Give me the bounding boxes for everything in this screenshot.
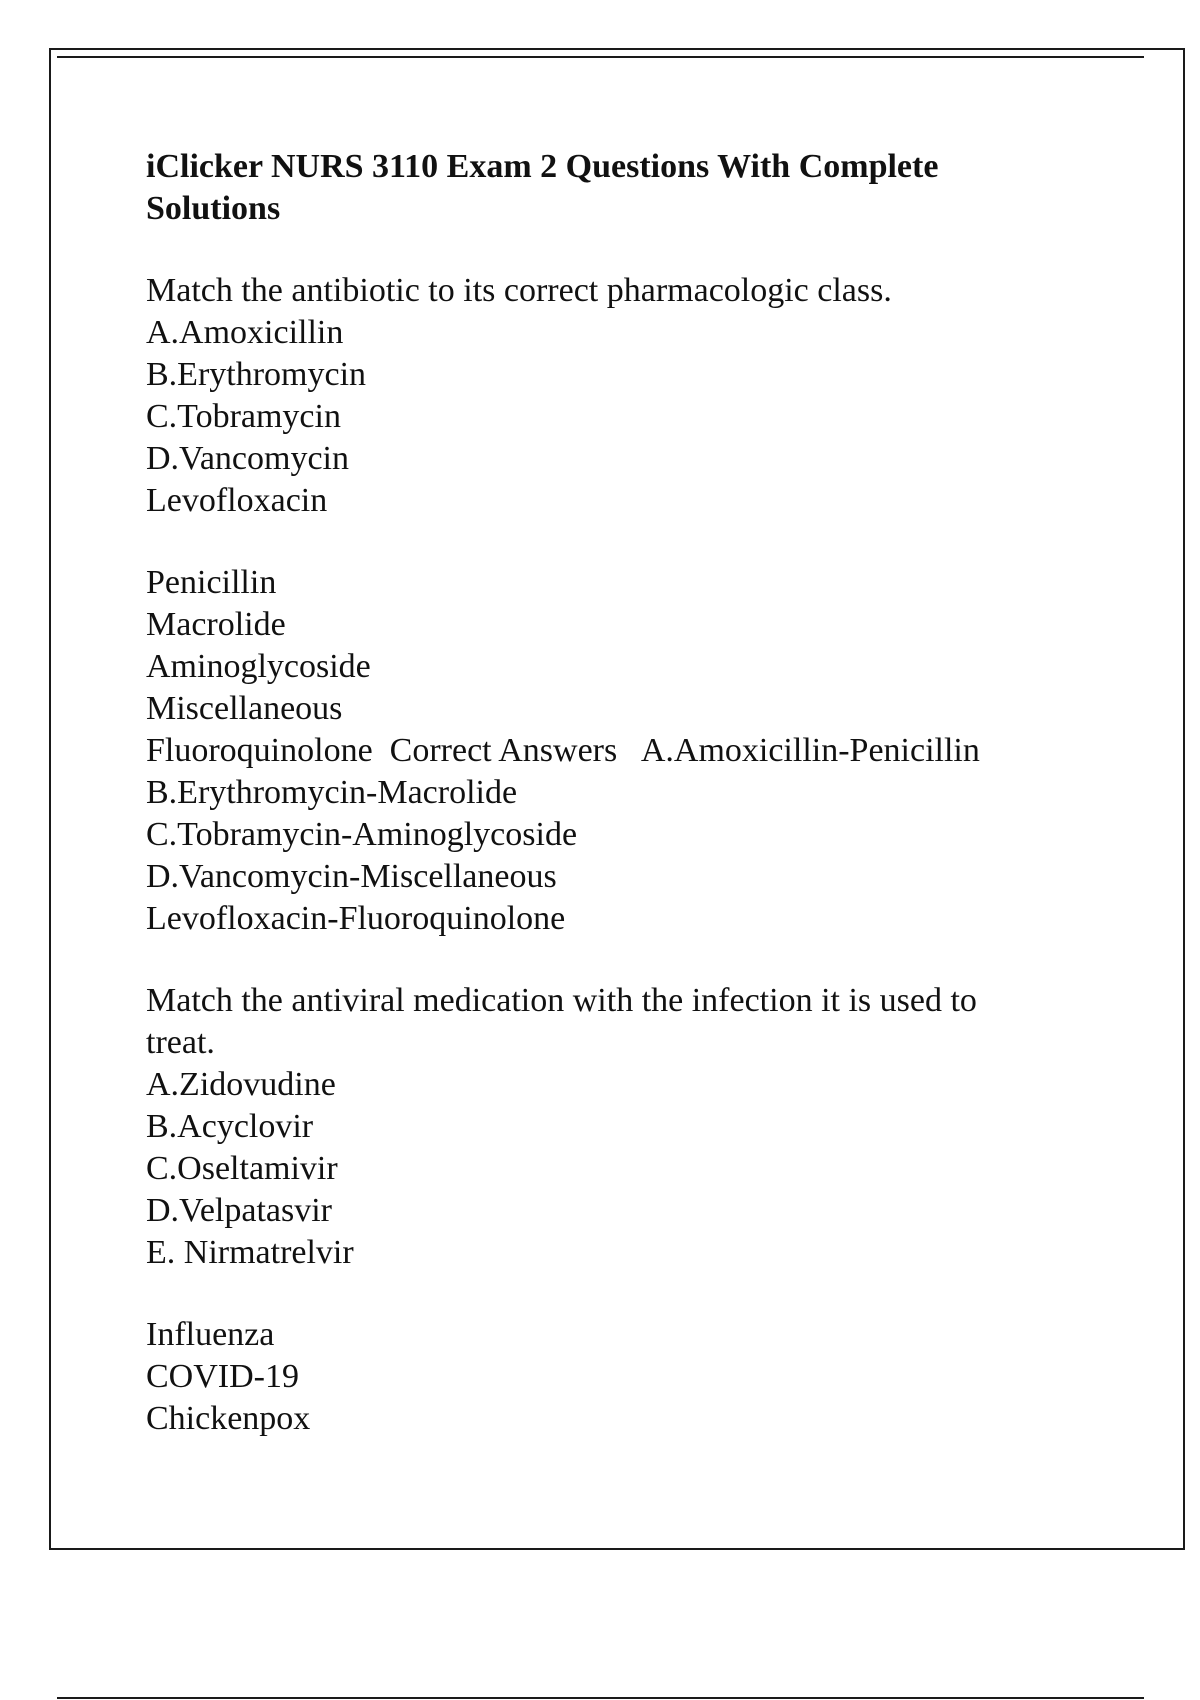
question-1-class: Macrolide: [146, 606, 286, 643]
question-1-prompt: Match the antibiotic to its correct pharmacologic class.: [146, 272, 892, 309]
document-content: [146, 146, 1066, 1440]
top-rule: [57, 56, 1144, 58]
question-1-item: A.Amoxicillin: [146, 314, 344, 351]
question-1-answer: B.Erythromycin-Macrolide: [146, 774, 518, 811]
question-1-item: B.Erythromycin: [146, 356, 367, 393]
question-1-item: C.Tobramycin: [146, 398, 341, 435]
question-2-infection: Influenza: [146, 1316, 275, 1353]
question-2-item: B.Acyclovir: [146, 1108, 314, 1145]
question-1-class: Penicillin: [146, 564, 277, 601]
question-2-infection: COVID-19: [146, 1358, 299, 1395]
question-1-answer: D.Vancomycin-Miscellaneous: [146, 858, 557, 895]
question-2-infection: Chickenpox: [146, 1400, 311, 1437]
question-1-answer: Levofloxacin-Fluoroquinolone: [146, 900, 566, 937]
question-2-item: A.Zidovudine: [146, 1066, 336, 1103]
question-1: [146, 270, 1066, 940]
question-1-answer: C.Tobramycin-Aminoglycoside: [146, 816, 578, 853]
question-1-class: Aminoglycoside: [146, 648, 371, 685]
question-2-item: D.Velpatasvir: [146, 1192, 333, 1229]
document-title: iClicker NURS 3110 Exam 2 Questions With Complete Solutions: [146, 148, 939, 227]
question-2-item: E. Nirmatrelvir: [146, 1234, 354, 1271]
question-1-item: D.Vancomycin: [146, 440, 350, 477]
question-1-class: Miscellaneous: [146, 690, 343, 727]
spacer: [146, 1274, 1066, 1314]
spacer: [146, 522, 1066, 562]
question-2-item: C.Oseltamivir: [146, 1150, 338, 1187]
bottom-rule: [57, 1697, 1144, 1699]
question-2-prompt: treat.: [146, 1024, 215, 1061]
question-1-item: Levofloxacin: [146, 482, 328, 519]
question-2: [146, 980, 1066, 1440]
question-2-prompt: Match the antiviral medication with the infection it is used to: [146, 982, 977, 1019]
question-1-class-with-answer: Fluoroquinolone Correct Answers A.Amoxicillin-Penicillin: [146, 732, 980, 769]
